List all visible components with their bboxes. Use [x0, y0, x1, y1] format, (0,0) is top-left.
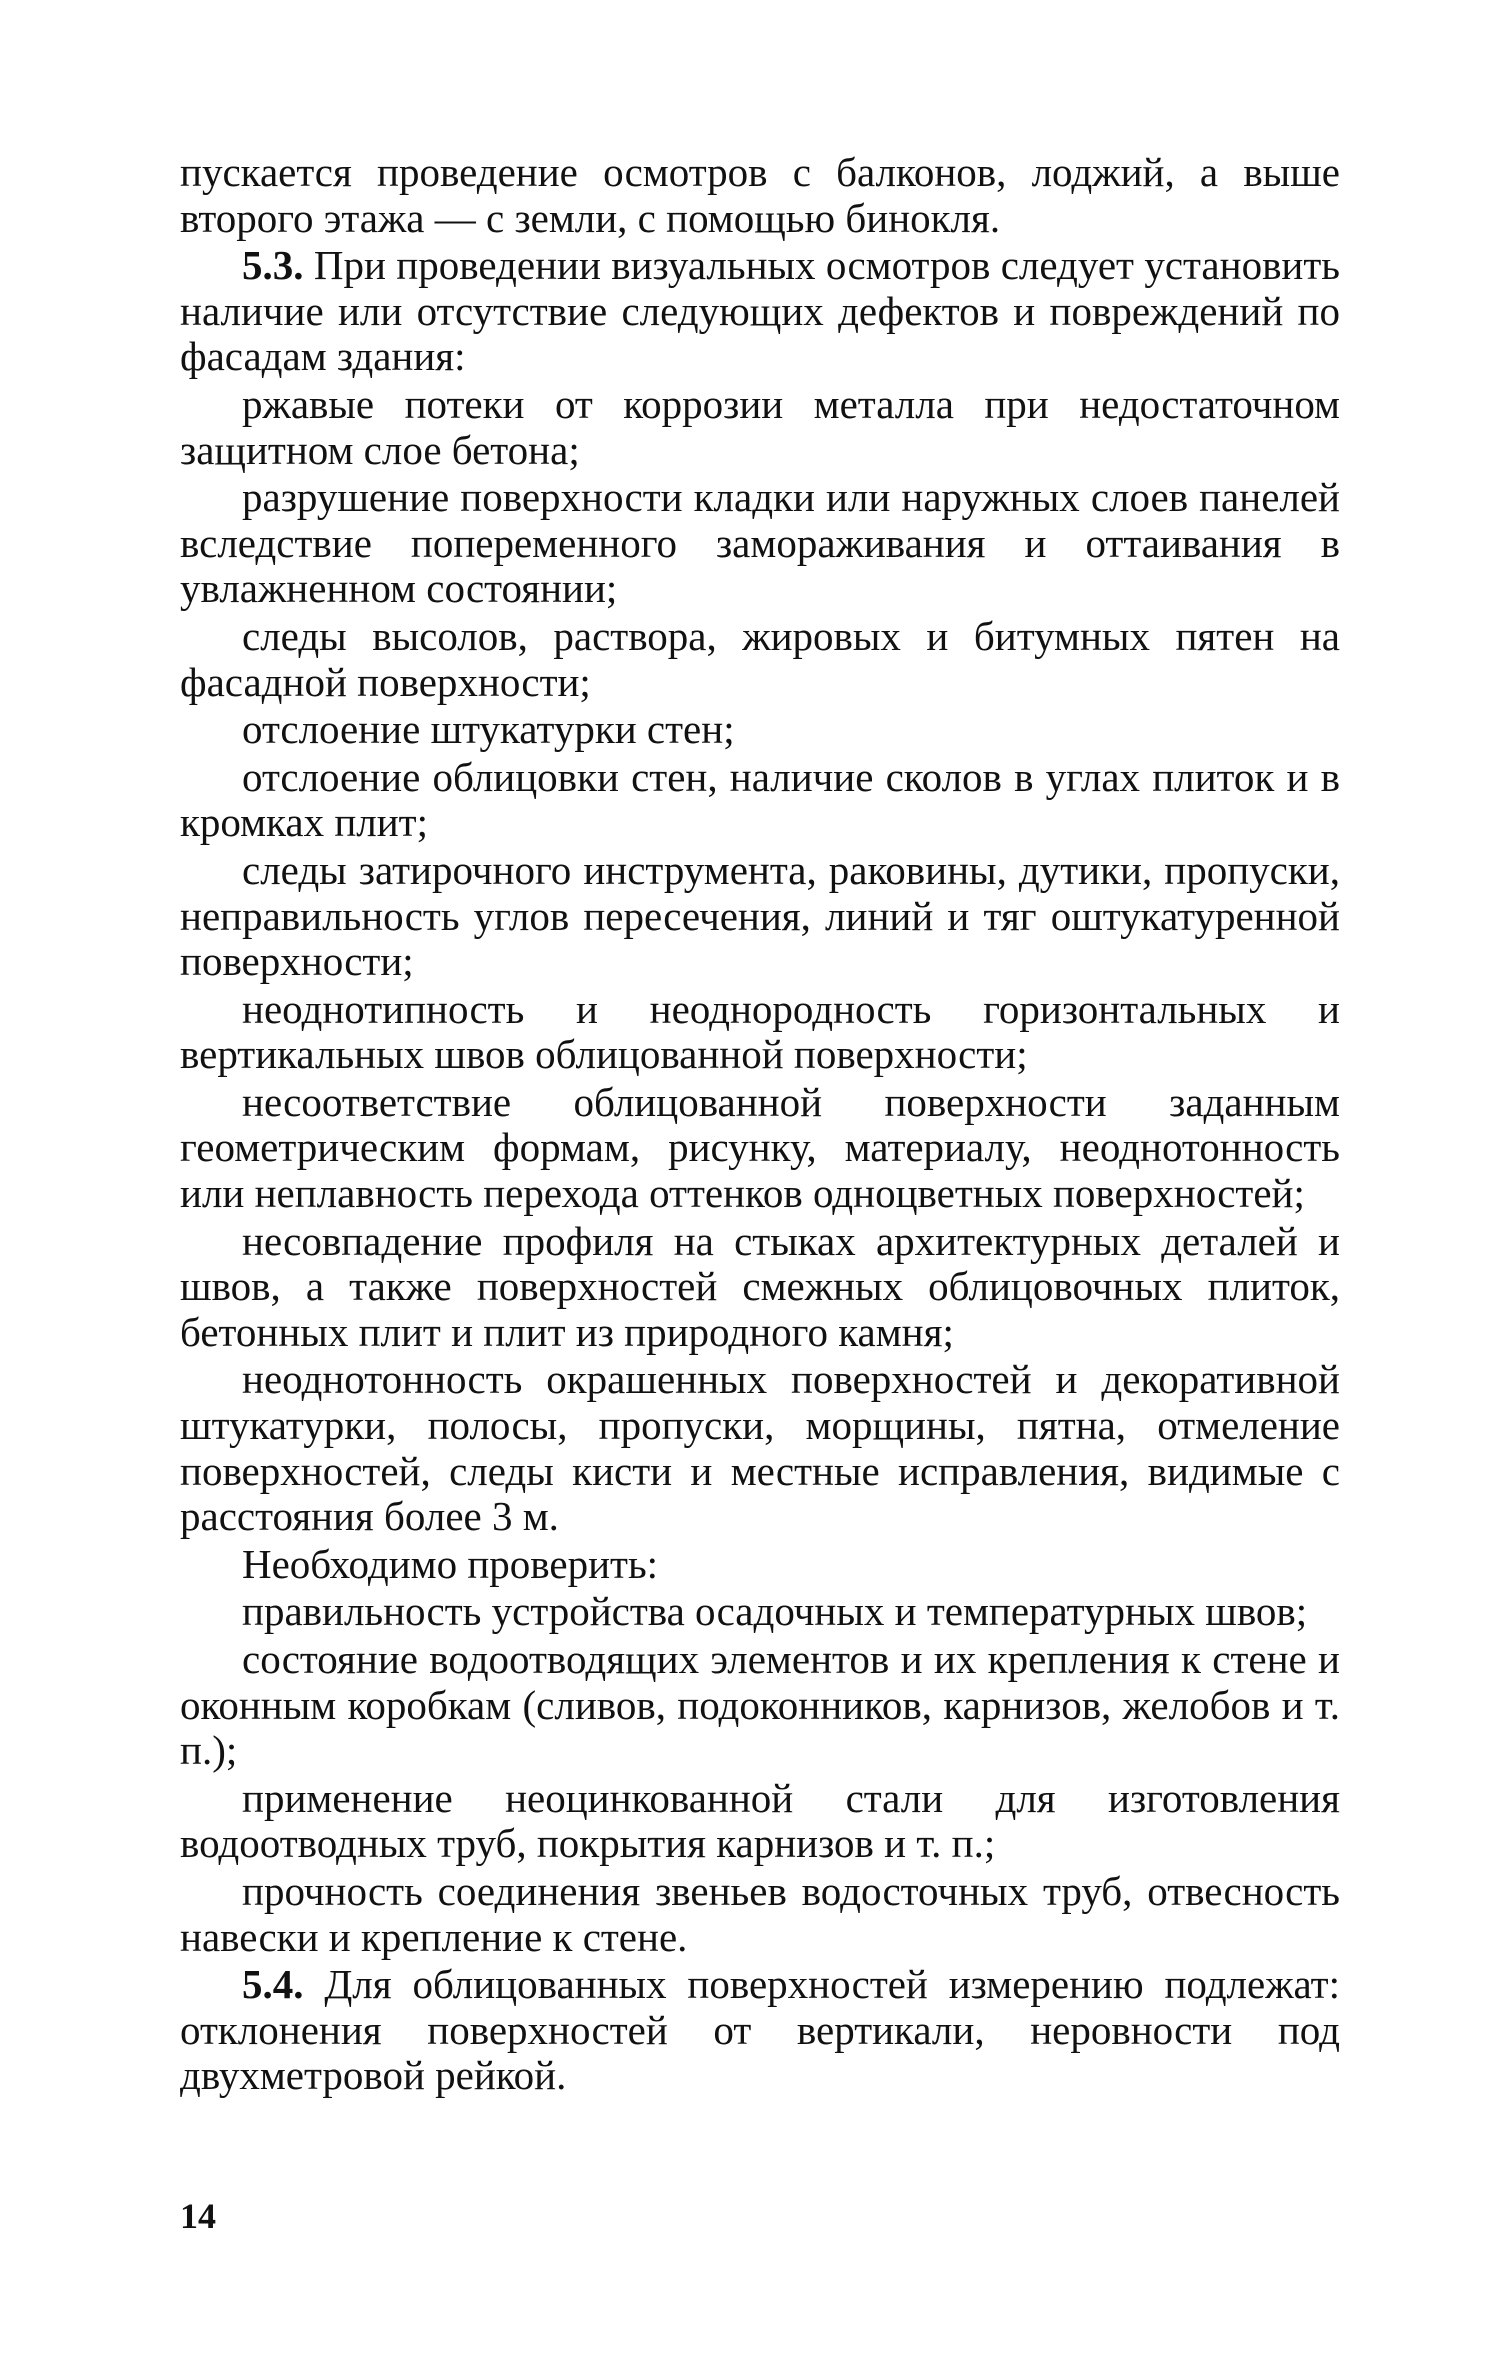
- paragraph-text: состояние водоотводящих элементов и их крепления к стене и оконным коробкам (сливов, подоконников, карнизов, желобов и т. п.);: [180, 1636, 1340, 1774]
- paragraph-text: ржавые потеки от коррозии металла при недостаточном защитном слое бетона;: [180, 380, 1340, 473]
- paragraph-text: применение неоцинкованной стали для изготовления водоотводных труб, покрытия карнизов и т. п.;: [180, 1774, 1340, 1867]
- paragraph: [180, 848, 1340, 985]
- paragraph: [180, 1542, 1340, 1588]
- section-number: 5.4.: [242, 1961, 304, 2008]
- section-number: 5.3.: [242, 242, 304, 289]
- paragraph-text: разрушение поверхности кладки или наружных слоев панелей вследствие попеременного замораживания и оттаивания в увлажненном состоянии;: [180, 474, 1340, 612]
- paragraph: [180, 755, 1340, 846]
- paragraph: [180, 1869, 1340, 1960]
- paragraph: [180, 382, 1340, 473]
- paragraph: [180, 1589, 1340, 1635]
- paragraph: [180, 614, 1340, 705]
- paragraph: [180, 707, 1340, 753]
- paragraph-text: отслоение облицовки стен, наличие сколов в углах плиток и в кромках плит;: [180, 753, 1340, 846]
- paragraph-text: неоднотипность и неоднородность горизонтальных и вертикальных швов облицованной поверхности;: [180, 985, 1340, 1078]
- paragraph-text: прочность соединения звеньев водосточных труб, отвесность навески и крепление к стене.: [180, 1867, 1340, 1960]
- paragraph-text: Необходимо проверить:: [242, 1540, 659, 1587]
- paragraph-text: Для облицованных поверхностей измерению подлежат: отклонения поверхностей от вертикали, неровности под двухметровой рейкой.: [180, 1961, 1340, 2099]
- page-body: [180, 150, 1340, 2101]
- paragraph: [180, 1962, 1340, 2099]
- paragraph-text: несоответствие облицованной поверхности заданным геометрическим формам, рисунку, материалу, неоднотонность или неплавность перехода оттенков одноцветных поверхностей;: [180, 1078, 1340, 1217]
- paragraph: [180, 1080, 1340, 1217]
- paragraph-text: следы высолов, раствора, жировых и битумных пятен на фасадной поверхности;: [180, 612, 1340, 705]
- paragraph-text: неоднотонность окрашенных поверхностей и декоративной штукатурки, полосы, пропуски, морщины, пятна, отмеление поверхностей, следы кисти и местные исправления, видимые с расстояния более 3 м.: [180, 1356, 1340, 1540]
- paragraph: [180, 475, 1340, 612]
- paragraph: [180, 987, 1340, 1078]
- paragraph-text: следы затирочного инструмента, раковины, дутики, пропуски, неправильность углов пересечения, линий и тяг оштукатуренной поверхности;: [180, 846, 1340, 985]
- paragraph: [180, 150, 1340, 241]
- paragraph: [180, 1219, 1340, 1356]
- paragraph-text: несовпадение профиля на стыках архитектурных деталей и швов, а также поверхностей смежных облицовочных плиток, бетонных плит и плит из природного камня;: [180, 1217, 1340, 1355]
- paragraph: [180, 1776, 1340, 1867]
- paragraph-text: При проведении визуальных осмотров следует установить наличие или отсутствие следующих дефектов и повреждений по фасадам здания:: [180, 242, 1340, 380]
- page-number: 14: [180, 2196, 216, 2236]
- paragraph: [180, 243, 1340, 380]
- paragraph-text: правильность устройства осадочных и температурных швов;: [242, 1588, 1308, 1635]
- paragraph: [180, 1357, 1340, 1539]
- paragraph-text: пускается проведение осмотров с балконов, лоджий, а выше второго этажа — с земли, с помощью бинокля.: [180, 149, 1340, 241]
- paragraph: [180, 1637, 1340, 1774]
- paragraph-text: отслоение штукатурки стен;: [242, 706, 735, 753]
